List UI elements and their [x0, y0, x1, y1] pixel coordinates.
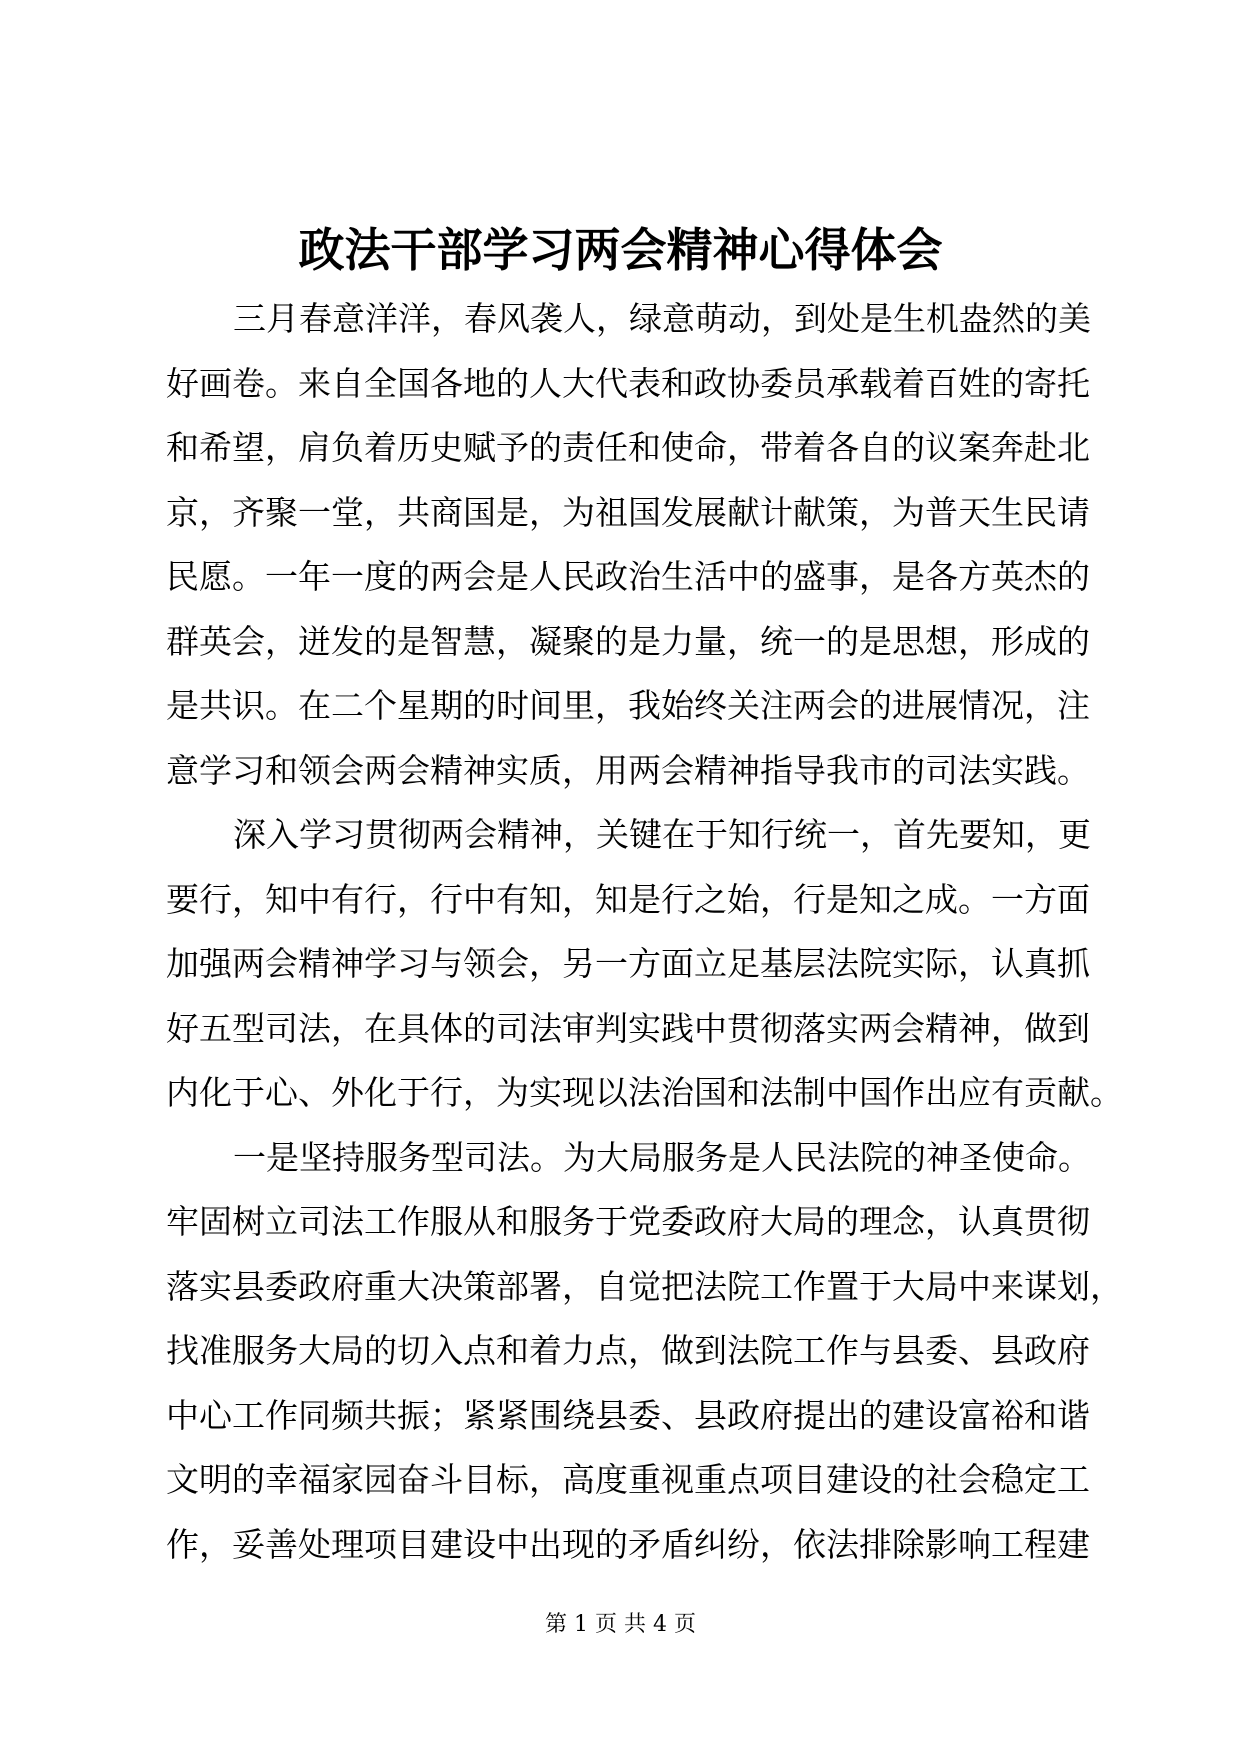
- paragraph-1-line: 和希望，肩负着历史赋予的责任和使命，带着各自的议案奔赴北: [166, 428, 1090, 467]
- paragraph-1-line: 三月春意洋洋，春风袭人，绿意萌动，到处是生机盎然的美: [233, 299, 1091, 338]
- page-number-footer: 第 1 页 共 4 页: [545, 1612, 696, 1637]
- paragraph-1-line: 群英会，迸发的是智慧，凝聚的是力量，统一的是思想，形成的: [166, 621, 1090, 661]
- paragraph-3-line: 一是坚持服务型司法。为大局服务是人民法院的神圣使命。: [233, 1137, 1091, 1177]
- paragraph-1-line: 意学习和领会两会精神实质，用两会精神指导我市的司法实践。: [166, 750, 1090, 790]
- document-body: [166, 287, 1123, 1577]
- paragraph-1-line: 京，齐聚一堂，共商国是，为祖国发展献计献策，为普天生民请: [166, 492, 1090, 532]
- paragraph-3-line: 牢固树立司法工作服从和服务于党委政府大局的理念，认真贯彻: [166, 1202, 1090, 1241]
- paragraph-3-line: 作，妥善处理项目建设中出现的矛盾纠纷，依法排除影响工程建: [166, 1524, 1090, 1564]
- document-title: 政法干部学习两会精神心得体会: [298, 223, 943, 277]
- paragraph-2-line: 要行，知中有行，行中有知，知是行之始，行是知之成。一方面: [166, 879, 1090, 919]
- paragraph-2-line: 好五型司法，在具体的司法审判实践中贯彻落实两会精神，做到: [166, 1008, 1090, 1048]
- paragraph-3-line: 落实县委政府重大决策部署，自觉把法院工作置于大局中来谋划，: [166, 1266, 1123, 1306]
- paragraph-3-line: 中心工作同频共振；紧紧围绕县委、县政府提出的建设富裕和谐: [166, 1395, 1090, 1435]
- paragraph-1-line: 好画卷。来自全国各地的人大代表和政协委员承载着百姓的寄托: [166, 363, 1090, 403]
- paragraph-2-line: 内化于心、外化于行，为实现以法治国和法制中国作出应有贡献。: [166, 1073, 1123, 1112]
- paragraph-1-line: 民愿。一年一度的两会是人民政治生活中的盛事，是各方英杰的: [166, 557, 1090, 596]
- paragraph-3-line: 找准服务大局的切入点和着力点，做到法院工作与县委、县政府: [166, 1331, 1090, 1370]
- paragraph-1-line: 是共识。在二个星期的时间里，我始终关注两会的进展情况，注: [166, 686, 1090, 725]
- paragraph-3-line: 文明的幸福家园奋斗目标，高度重视重点项目建设的社会稳定工: [166, 1460, 1090, 1499]
- paragraph-2-line: 深入学习贯彻两会精神，关键在于知行统一，首先要知，更: [233, 815, 1091, 854]
- paragraph-2-line: 加强两会精神学习与领会，另一方面立足基层法院实际，认真抓: [166, 944, 1090, 983]
